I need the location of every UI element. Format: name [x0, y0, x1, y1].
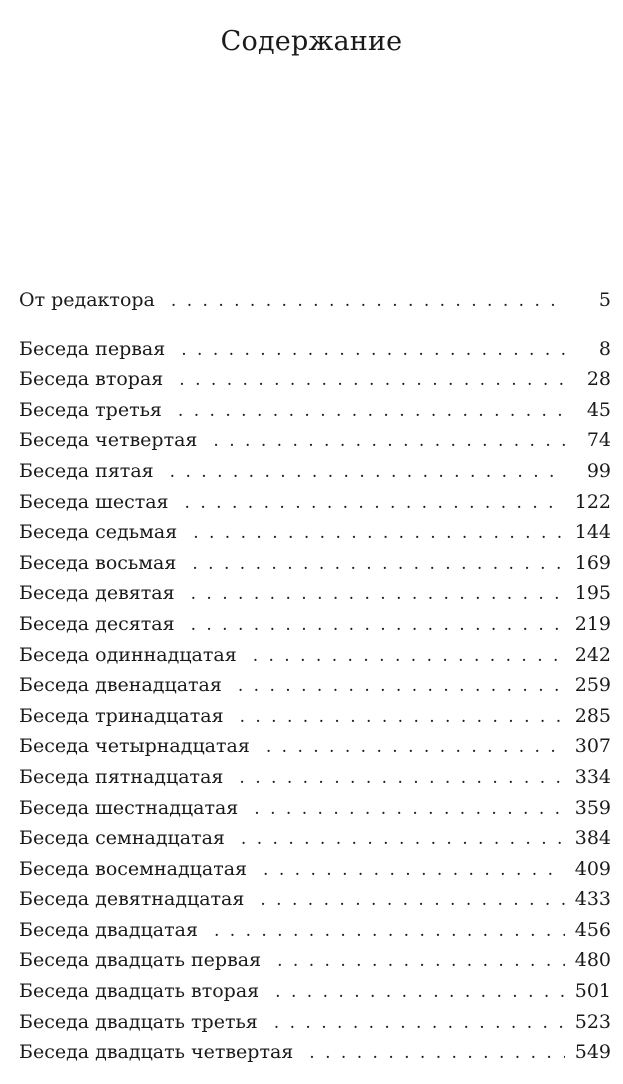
toc-entry-page: 144: [574, 521, 611, 544]
toc-entry-page: 501: [574, 980, 611, 1003]
toc-entry-page: 74: [586, 429, 611, 452]
toc-entry-page: 169: [574, 551, 611, 574]
dot-leader: [181, 335, 565, 366]
dot-leader: [213, 426, 565, 457]
dot-leader: [171, 286, 565, 317]
toc-entry-page: 28: [586, 368, 611, 391]
dot-leader: [260, 885, 564, 916]
toc-entry-label: Беседа двадцать вторая: [19, 980, 260, 1003]
dot-leader: [274, 1008, 565, 1039]
toc-entry[interactable]: [19, 334, 611, 365]
dot-leader: [275, 977, 565, 1008]
toc-entry-page: 307: [574, 735, 611, 758]
toc-entry[interactable]: [19, 945, 611, 976]
dot-leader: [253, 641, 565, 672]
toc-entry[interactable]: [19, 548, 611, 579]
toc-entry-page: 359: [574, 796, 611, 819]
toc-entry[interactable]: [19, 915, 611, 946]
toc-entry-label: Беседа седьмая: [19, 521, 178, 544]
toc-entry-label: Беседа тринадцатая: [19, 704, 224, 727]
toc-entry-label: Беседа восьмая: [19, 551, 177, 574]
dot-leader: [191, 579, 565, 610]
toc-entry-label: Беседа третья: [19, 398, 162, 421]
toc-entry-label: Беседа четвертая: [19, 429, 198, 452]
toc-entry[interactable]: [19, 640, 611, 671]
page-title: Содержание: [220, 26, 403, 58]
toc-entry-page: 242: [574, 643, 611, 666]
toc-entry[interactable]: [19, 731, 611, 762]
dot-leader: [241, 824, 565, 855]
toc-entry[interactable]: [19, 395, 611, 426]
dot-leader: [238, 671, 565, 702]
dot-leader: [185, 488, 565, 519]
toc-entry-label: Беседа двенадцатая: [19, 674, 222, 697]
dot-leader: [240, 702, 565, 733]
dot-leader: [277, 946, 565, 977]
toc-entry[interactable]: [19, 701, 611, 732]
dot-leader: [266, 732, 565, 763]
toc-entry-label: Беседа одиннадцатая: [19, 643, 237, 666]
toc-entry-label: Беседа двадцать четвертая: [19, 1041, 294, 1064]
dot-leader: [254, 794, 564, 825]
toc-entry-label: Беседа шестая: [19, 490, 169, 513]
toc-entry-label: Беседа четырнадцатая: [19, 735, 250, 758]
toc-entry-label: Беседа вторая: [19, 368, 164, 391]
dot-leader: [192, 549, 564, 580]
toc-entry-page: 480: [574, 949, 611, 972]
dot-leader: [179, 365, 565, 396]
toc-entry-label: Беседа девятнадцатая: [19, 888, 245, 911]
dot-leader: [170, 457, 565, 488]
toc-entry-page: 409: [574, 857, 611, 880]
toc-entry-page: 195: [574, 582, 611, 605]
toc-entry-label: Беседа шестнадцатая: [19, 796, 239, 819]
toc-entry[interactable]: [19, 456, 611, 487]
toc-entry-page: 384: [574, 827, 611, 850]
toc-entry-page: 456: [574, 918, 611, 941]
toc-entry[interactable]: [19, 884, 611, 915]
toc-entry-label: Беседа девятая: [19, 582, 175, 605]
toc-entry-page: 122: [574, 490, 611, 513]
toc-entry-page: 334: [574, 765, 611, 788]
toc-entry[interactable]: [19, 609, 611, 640]
toc-entry-page: 433: [574, 888, 611, 911]
toc-entry-label: Беседа десятая: [19, 612, 175, 635]
toc-entry-label: Беседа пятая: [19, 459, 154, 482]
toc-entry[interactable]: [19, 976, 611, 1007]
toc-entry-page: 523: [574, 1010, 611, 1033]
toc-entry-label: От редактора: [19, 289, 155, 311]
toc-entry-label: Беседа двадцать первая: [19, 949, 262, 972]
toc-entry-label: Беседа восемнадцатая: [19, 857, 248, 880]
dot-leader: [263, 855, 565, 886]
toc-entry[interactable]: [19, 1037, 611, 1068]
toc-entry[interactable]: [19, 793, 611, 824]
toc-entry[interactable]: [19, 670, 611, 701]
toc-entry-page: 219: [574, 612, 611, 635]
toc-entry-page: 5: [598, 289, 611, 311]
toc-entry-label: Беседа первая: [19, 337, 166, 360]
toc-entry[interactable]: [19, 823, 611, 854]
toc-entry-page: 8: [598, 337, 611, 360]
dot-leader: [178, 396, 565, 427]
toc-entry[interactable]: [19, 425, 611, 456]
toc-entry-page: 45: [586, 398, 611, 421]
toc-entry-label: Беседа двадцать третья: [19, 1010, 258, 1033]
dot-leader: [239, 763, 564, 794]
dot-leader: [214, 916, 565, 947]
toc-entry-page: 285: [574, 704, 611, 727]
toc-entry-page: 99: [586, 459, 611, 482]
toc-entry-label: Беседа семнадцатая: [19, 827, 225, 850]
toc-entry-page: 259: [574, 674, 611, 697]
toc-entry[interactable]: [19, 762, 611, 793]
toc-entry[interactable]: [19, 285, 611, 316]
toc-entry[interactable]: [19, 487, 611, 518]
toc-entry-page: 549: [574, 1041, 611, 1064]
toc-entry-label: Беседа пятнадцатая: [19, 765, 224, 788]
dot-leader: [193, 518, 565, 549]
dot-leader: [191, 610, 565, 641]
toc-entry-label: Беседа двадцатая: [19, 918, 198, 941]
toc-entry[interactable]: [19, 578, 611, 609]
toc-entry[interactable]: [19, 517, 611, 548]
toc-entry[interactable]: [19, 854, 611, 885]
toc-entry[interactable]: [19, 364, 611, 395]
toc-entry[interactable]: [19, 1007, 611, 1038]
dot-leader: [309, 1038, 564, 1069]
table-of-contents: [19, 285, 611, 1068]
